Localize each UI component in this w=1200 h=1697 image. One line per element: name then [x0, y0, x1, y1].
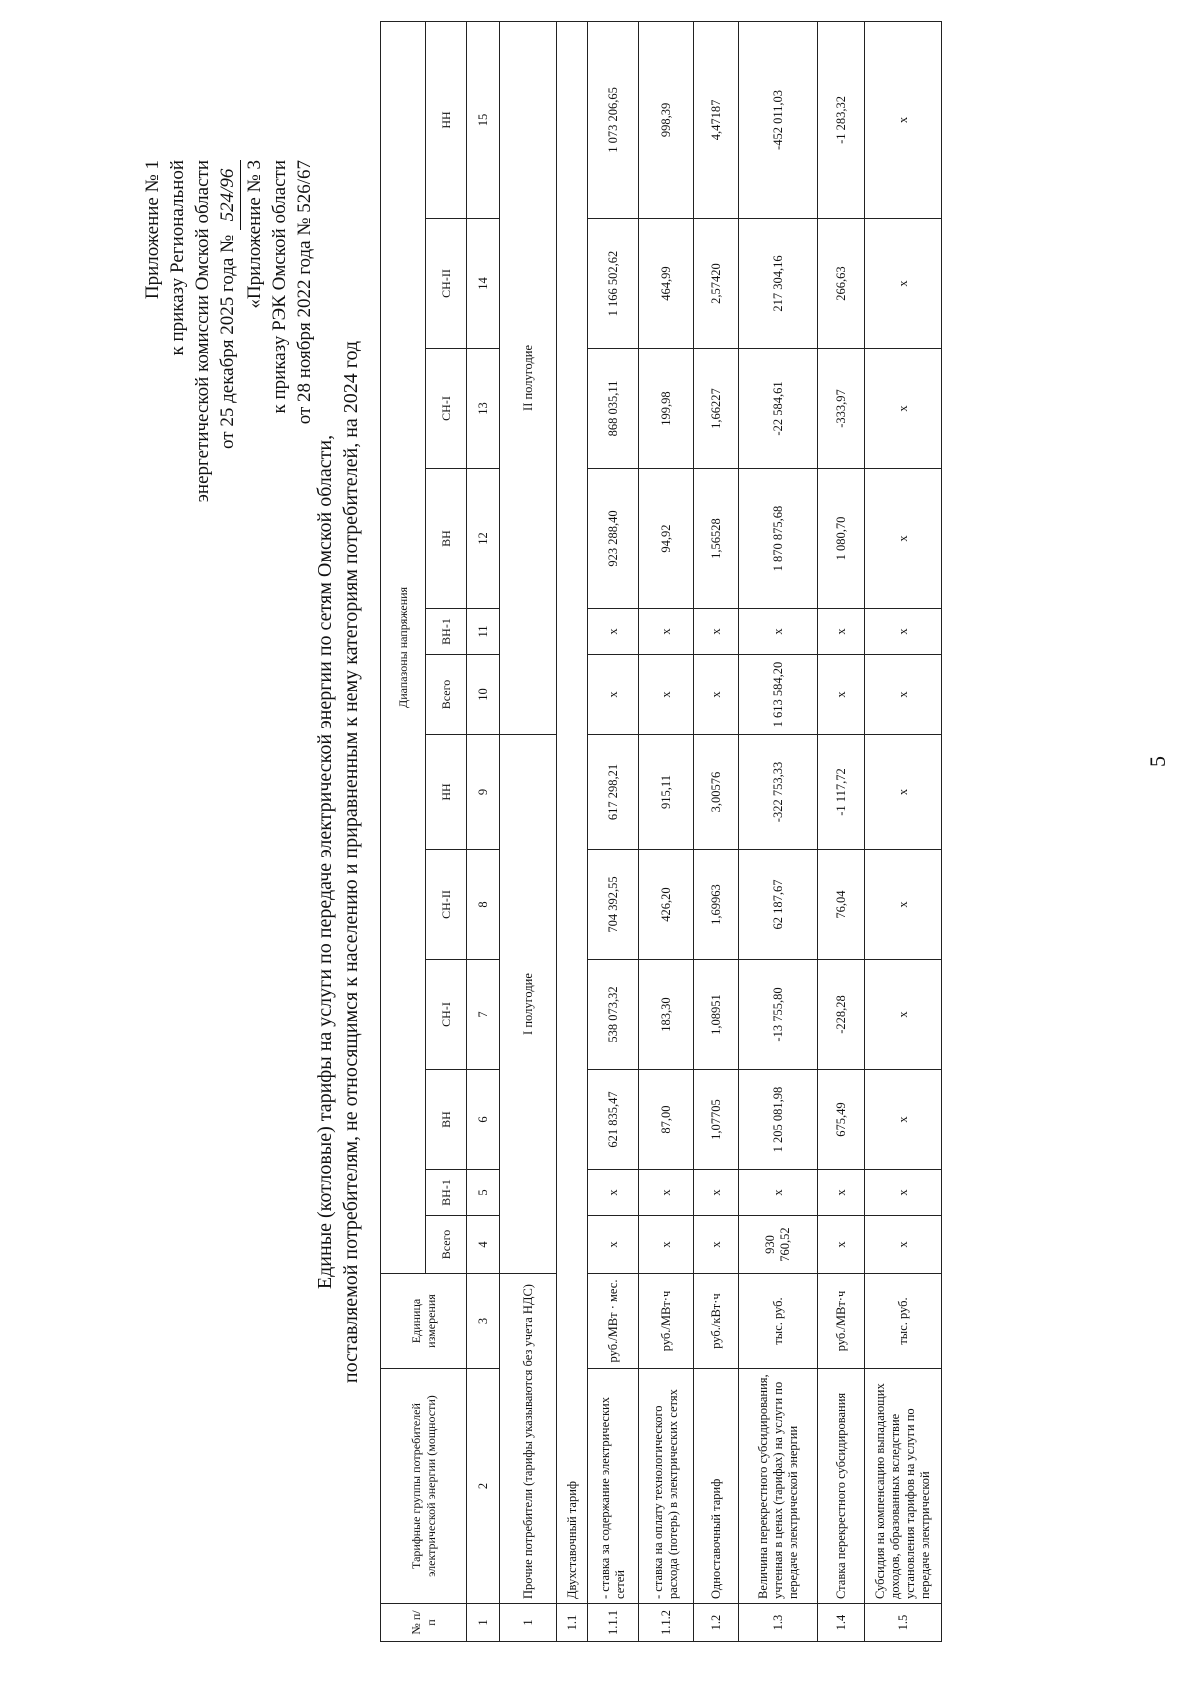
column-number: 1 [467, 1604, 500, 1642]
row-value: 94,92 [639, 469, 694, 609]
row-value: -13 755,80 [739, 960, 818, 1070]
column-number: 9 [467, 735, 500, 850]
row-value: 426,20 [639, 850, 694, 960]
row-value: х [865, 609, 942, 655]
document-title [312, 177, 364, 1547]
row-value: 464,99 [639, 219, 694, 349]
row-unit: руб./МВт·ч [639, 1274, 694, 1369]
column-number: 14 [467, 219, 500, 349]
header-level: НН [426, 735, 467, 850]
header-group: Тарифные группы потребителей электрической энергии (мощности) [381, 1369, 467, 1604]
header-level: СН-II [426, 219, 467, 349]
row-value: х [694, 655, 739, 735]
row-value: 1 870 875,68 [739, 469, 818, 609]
reference-line-2: к приказу РЭК Омской области [269, 160, 290, 414]
row-value: -322 753,33 [739, 735, 818, 850]
row-value: 76,04 [818, 850, 865, 960]
table-row [818, 21, 865, 1641]
row-value: х [588, 655, 639, 735]
row-value: х [694, 609, 739, 655]
row-value: х [639, 609, 694, 655]
row-value: 4,47187 [694, 21, 739, 218]
header-level: НН [426, 21, 467, 218]
appendix-line-2: к приказу Региональной [167, 160, 188, 356]
row-value: 704 392,55 [588, 850, 639, 960]
row-value: 183,30 [639, 960, 694, 1070]
header-ranges: Диапазоны напряжения [381, 21, 426, 1273]
column-number: 6 [467, 1070, 500, 1170]
row-value: х [865, 1170, 942, 1216]
row-value: 2,57420 [694, 219, 739, 349]
row-value: х [865, 469, 942, 609]
header-level: СН-I [426, 349, 467, 469]
column-number: 4 [467, 1216, 500, 1274]
header-level: ВН-1 [426, 1170, 467, 1216]
row-value: 199,98 [639, 349, 694, 469]
row-value: х [865, 735, 942, 850]
row-value: х [639, 1170, 694, 1216]
row-value: х [865, 219, 942, 349]
appendix-header [140, 160, 241, 720]
row-value: х [639, 655, 694, 735]
table-row [694, 21, 739, 1641]
column-number: 15 [467, 21, 500, 218]
row-unit: руб./МВт · мес. [588, 1274, 639, 1369]
header-level: СН-II [426, 850, 467, 960]
tariff-table [380, 21, 942, 1642]
row-value: 1,07705 [694, 1070, 739, 1170]
row-unit: тыс. руб. [865, 1274, 942, 1369]
row-value: х [639, 1216, 694, 1274]
row-value: 1 613 584,20 [739, 655, 818, 735]
row-num: 1.5 [865, 1604, 942, 1642]
reference-line-1: «Приложение № 3 [244, 160, 265, 309]
row-value: 266,63 [818, 219, 865, 349]
table-row [588, 21, 639, 1641]
row-num: 1.1.2 [639, 1604, 694, 1642]
row-value: х [865, 655, 942, 735]
row-value: -333,97 [818, 349, 865, 469]
row-value: х [865, 850, 942, 960]
title-line-1: Единые (котловые) тарифы на услуги по передаче электрической энергии по сетям Омской области, [314, 434, 336, 1290]
row-value: х [588, 1216, 639, 1274]
column-number: 13 [467, 349, 500, 469]
reference-header [242, 160, 317, 720]
row-value: 1 166 502,62 [588, 219, 639, 349]
row-value: х [865, 1070, 942, 1170]
row-value: 62 187,67 [739, 850, 818, 960]
header-level: СН-I [426, 960, 467, 1070]
column-number: 5 [467, 1170, 500, 1216]
row-value: -22 584,61 [739, 349, 818, 469]
row-value: 1 205 081,98 [739, 1070, 818, 1170]
row-value: 3,00576 [694, 735, 739, 850]
row-value: 1 073 206,65 [588, 21, 639, 218]
table-row [865, 21, 942, 1641]
row-value: х [739, 1170, 818, 1216]
row-value: х [818, 1216, 865, 1274]
row-name: - ставка на оплату технологического расхода (потерь) в электрических сетях [639, 1369, 694, 1604]
row-num: 1.1.1 [588, 1604, 639, 1642]
row-name: Ставка перекрестного субсидирования [818, 1369, 865, 1604]
row-value: -1 117,72 [818, 735, 865, 850]
row-value: 915,11 [639, 735, 694, 850]
row-value: х [694, 1170, 739, 1216]
column-number: 12 [467, 469, 500, 609]
header-unit: Единица измерения [381, 1274, 467, 1369]
row-value: -452 011,03 [739, 21, 818, 218]
header-level: ВН [426, 469, 467, 609]
row-value: 538 073,32 [588, 960, 639, 1070]
table-row [639, 21, 694, 1641]
row-value: 87,00 [639, 1070, 694, 1170]
row-value: х [865, 1216, 942, 1274]
row-value: х [865, 21, 942, 218]
row-value: 1,56528 [694, 469, 739, 609]
row-value: -228,28 [818, 960, 865, 1070]
header-num: № п/п [381, 1604, 467, 1642]
header-level: ВН-1 [426, 609, 467, 655]
row-value: -1 283,32 [818, 21, 865, 218]
subheader-num: 1.1 [557, 1604, 588, 1642]
order-number-handwritten: 524/96 [215, 160, 241, 230]
section-name: Прочие потребители (тарифы указываются без учета НДС) [500, 1274, 557, 1604]
half-year-1: I полугодие [500, 735, 557, 1274]
reference-line-3: от 28 ноября 2022 года № 526/67 [294, 160, 315, 425]
column-number: 3 [467, 1274, 500, 1369]
row-value: х [694, 1216, 739, 1274]
row-unit: тыс. руб. [739, 1274, 818, 1369]
header-level: Всего [426, 655, 467, 735]
row-num: 1.4 [818, 1604, 865, 1642]
header-level: ВН [426, 1070, 467, 1170]
row-value: 217 304,16 [739, 219, 818, 349]
row-value: х [865, 960, 942, 1070]
row-value: 1 080,70 [818, 469, 865, 609]
column-number: 10 [467, 655, 500, 735]
order-date-prefix: от 25 декабря 2025 года № [217, 234, 238, 449]
section-num: 1 [500, 1604, 557, 1642]
column-number: 2 [467, 1369, 500, 1604]
row-value: 868 035,11 [588, 349, 639, 469]
title-line-2: поставляемой потребителям, не относящимся к населению и приравненным к нему категориям потребителей, на 2024 год [340, 340, 362, 1384]
row-num: 1.3 [739, 1604, 818, 1642]
row-value: 675,49 [818, 1070, 865, 1170]
subheader-name: Двухставочный тариф [557, 21, 588, 1603]
row-unit: руб./МВт·ч [818, 1274, 865, 1369]
row-value: 923 288,40 [588, 469, 639, 609]
row-value: х [818, 609, 865, 655]
row-value: х [588, 1170, 639, 1216]
column-number: 8 [467, 850, 500, 960]
row-value: х [739, 609, 818, 655]
row-value: х [588, 609, 639, 655]
row-unit: руб./кВт·ч [694, 1274, 739, 1369]
row-num: 1.2 [694, 1604, 739, 1642]
column-number: 7 [467, 960, 500, 1070]
row-value: 1,69963 [694, 850, 739, 960]
row-value: 930 760,52 [739, 1216, 818, 1274]
header-level: Всего [426, 1216, 467, 1274]
row-value: 1,08951 [694, 960, 739, 1070]
table-row [739, 21, 818, 1641]
row-value: 1,66227 [694, 349, 739, 469]
row-name: Одноставочный тариф [694, 1369, 739, 1604]
appendix-line-4 [215, 160, 241, 720]
appendix-line-3: энергетической комиссии Омской области [192, 160, 213, 503]
page-number: 5 [1145, 756, 1170, 767]
half-year-2: II полугодие [500, 21, 557, 734]
row-value: 617 298,21 [588, 735, 639, 850]
row-value: х [818, 655, 865, 735]
row-name: - ставка за содержание электрических сетей [588, 1369, 639, 1604]
row-value: 621 835,47 [588, 1070, 639, 1170]
row-value: 998,39 [639, 21, 694, 218]
row-value: х [865, 349, 942, 469]
column-number: 11 [467, 609, 500, 655]
row-name: Субсидия на компенсацию выпадающих доходов, образованных вследствие установления тарифов на услуги по передаче электрической [865, 1369, 942, 1604]
row-name: Величина перекрестного субсидирования, учтенная в ценах (тарифах) на услуги по передаче электрической энергии [739, 1369, 818, 1604]
row-value: х [818, 1170, 865, 1216]
appendix-line-1: Приложение № 1 [142, 160, 163, 300]
